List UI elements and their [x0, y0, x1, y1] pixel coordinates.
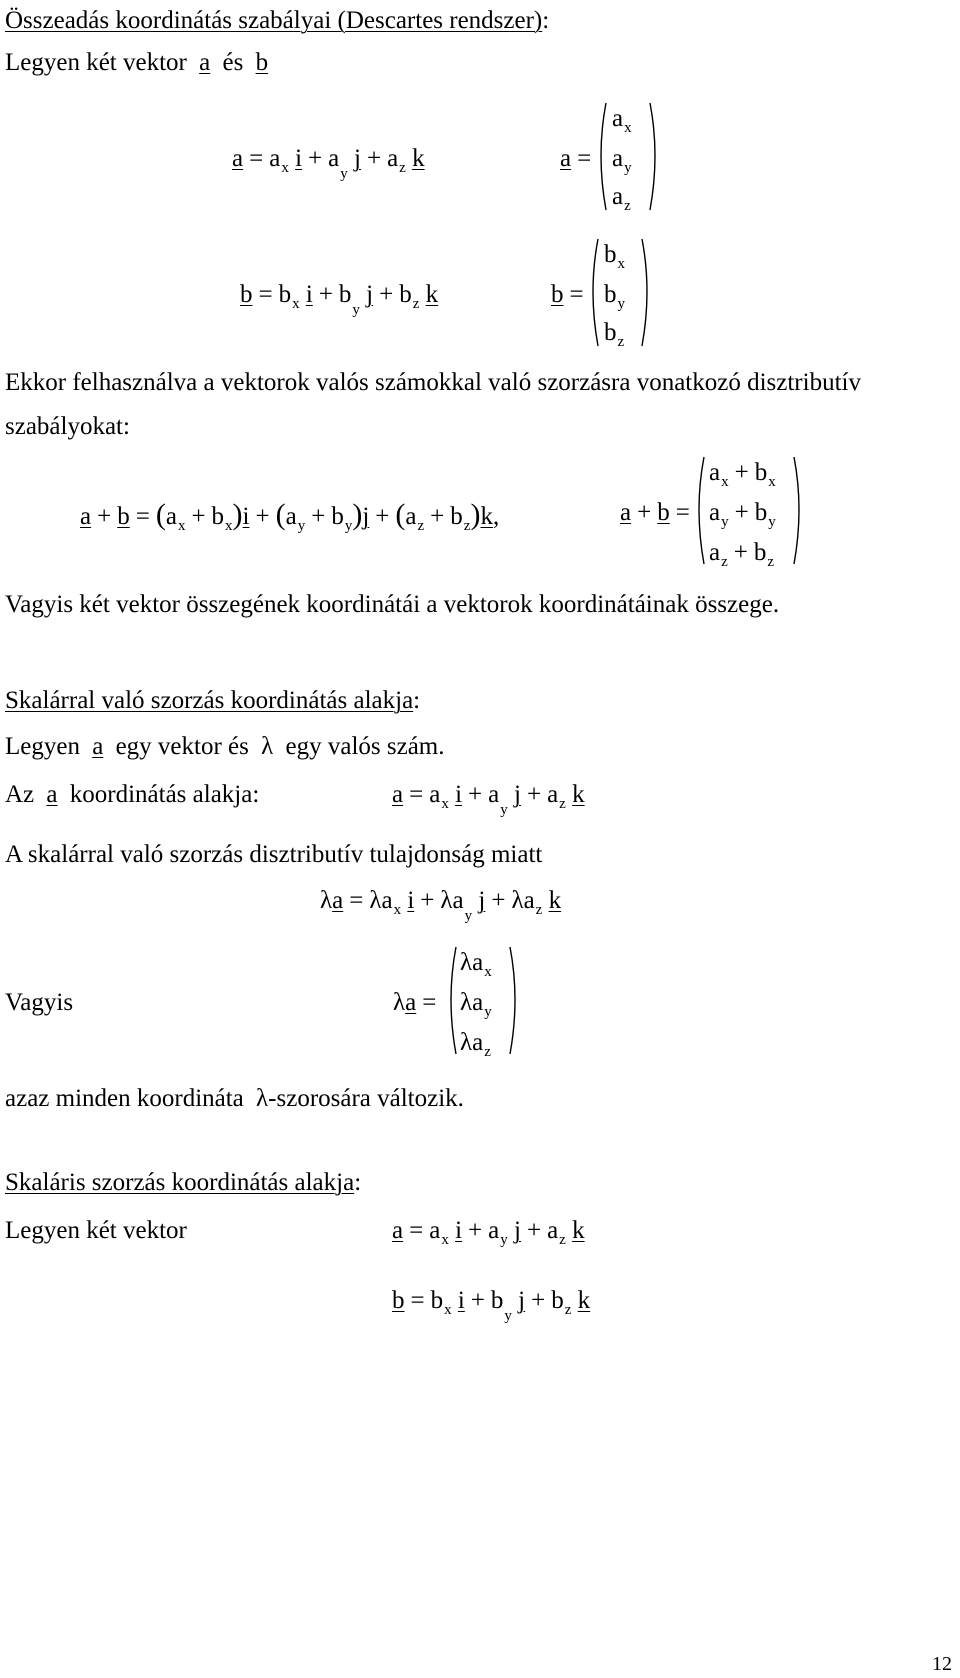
sym-eq: = [569, 281, 584, 308]
sym-b: b [551, 281, 564, 308]
sym-k: k [548, 887, 562, 914]
sym-b: b [754, 499, 768, 526]
sub-y: y [340, 166, 348, 182]
vagyis-label: Vagyis [5, 989, 74, 1016]
equation-sum-components [80, 498, 500, 534]
text-az: Az [5, 781, 35, 808]
sub-z: z [463, 518, 471, 534]
sub-x: x [281, 160, 289, 176]
sym-a: a [472, 989, 484, 1016]
sub-z: z [767, 554, 775, 570]
section-heading-addition [5, 8, 549, 33]
sym-i: i [242, 503, 250, 530]
heading-colon: : [413, 687, 421, 714]
lambda-symbol: λ [320, 887, 333, 914]
sym-plus: + [526, 1217, 542, 1244]
sub-y: y [352, 302, 360, 318]
section-heading-scalar [5, 688, 420, 713]
text-azaz: azaz minden koordináta [5, 1085, 244, 1112]
lparen: ( [395, 498, 406, 531]
sub-z: z [559, 1232, 566, 1248]
sym-a: a [165, 503, 177, 530]
vec-sum-y [709, 499, 776, 530]
sym-b: b [430, 1287, 444, 1314]
lambda-symbol: λ [460, 989, 473, 1016]
sym-a: a [709, 459, 721, 486]
sub-z: z [721, 554, 728, 570]
sym-plus: + [430, 503, 445, 530]
sym-a: a [472, 949, 484, 976]
sym-b: b [117, 503, 130, 530]
paragraph-distributive-1: Ekkor felhasználva a vektorok valós számokkal való szorzásra vonatkozó disztributív [5, 369, 861, 396]
sym-b: b [490, 1287, 504, 1314]
sym-b: b [551, 1287, 564, 1314]
sym-plus: + [311, 503, 326, 530]
lparen: ( [155, 498, 166, 531]
sym-a: a [429, 781, 441, 808]
sym-b: b [657, 499, 670, 526]
sym-a: a [612, 145, 624, 172]
sym-a: a [620, 499, 632, 526]
vec-a-x [612, 105, 632, 136]
sym-plus: + [734, 459, 749, 486]
lambda-symbol: λ [440, 887, 453, 914]
and-word: és [222, 49, 244, 76]
sub-x: x [768, 474, 776, 490]
sym-eq: = [249, 145, 264, 172]
sym-a: a [709, 539, 721, 566]
sym-b: b [604, 281, 617, 308]
vector-a-symbol: a [46, 781, 58, 808]
lambda-symbol: λ [460, 949, 473, 976]
sym-i: i [455, 1217, 463, 1244]
sym-eq: = [409, 781, 424, 808]
lambda-symbol: λ [511, 887, 524, 914]
sym-b: b [604, 241, 617, 268]
paragraph-sum-conclusion: Vagyis két vektor összegének koordinátái a vektorok koordinátáinak összege. [5, 591, 780, 618]
sym-b: b [240, 281, 253, 308]
sym-a: a [232, 145, 244, 172]
equation-a-components-3 [392, 1217, 585, 1248]
sub-x: x [441, 796, 449, 812]
sub-y: y [484, 1004, 492, 1020]
sym-j: j [514, 781, 521, 808]
sym-plus: + [734, 499, 749, 526]
sym-eq: = [349, 887, 364, 914]
sym-j: j [366, 281, 374, 308]
sym-eq: = [410, 1287, 425, 1314]
sub-z: z [535, 902, 543, 918]
sym-b: b [399, 281, 412, 308]
sub-y: y [464, 908, 473, 924]
sub-x: x [441, 1232, 449, 1248]
sym-a: a [523, 887, 535, 914]
sym-eq: = [422, 989, 437, 1016]
rparen: ) [352, 498, 363, 531]
paragraph-distributive-2: szabályokat: [5, 413, 130, 440]
sub-x: x [721, 474, 729, 490]
sym-a: a [328, 145, 340, 172]
equation-a-components [232, 145, 425, 182]
vec-b-x [604, 241, 625, 272]
heading-text: Skaláris szorzás koordinátás alakja [5, 1169, 355, 1196]
sym-k: k [412, 145, 425, 172]
sym-a: a [709, 499, 721, 526]
equation-b-components [240, 281, 439, 318]
vec-sum-x [709, 459, 776, 490]
page-number: 12 [932, 1653, 952, 1675]
sym-a: a [452, 887, 464, 914]
text-valos-szam: egy valós szám. [285, 733, 445, 760]
sub-y: y [617, 296, 625, 312]
sub-x: x [393, 902, 402, 918]
sym-plus: + [318, 281, 333, 308]
equation-a-components-2 [392, 781, 585, 818]
sym-plus: + [526, 781, 542, 808]
sym-j: j [354, 145, 361, 172]
sym-plus: + [255, 503, 270, 530]
heading-colon: : [354, 1169, 362, 1196]
sym-b: b [278, 281, 292, 308]
vec-a-z [612, 183, 631, 214]
sub-x: x [225, 518, 233, 534]
sub-y: y [344, 518, 353, 534]
sym-a: a [285, 503, 297, 530]
sym-k: k [480, 503, 493, 530]
vec-lambda-x [460, 949, 492, 980]
sym-plus: + [470, 1287, 485, 1314]
sym-a: a [472, 1029, 484, 1056]
sym-eq: = [135, 503, 150, 530]
sym-plus: + [97, 503, 112, 530]
lambda-symbol: λ [393, 989, 406, 1016]
sym-plus: + [468, 781, 483, 808]
sym-b: b [604, 319, 617, 346]
sym-k: k [572, 781, 585, 808]
equation-lambda-a-components [320, 887, 562, 924]
sym-a: a [269, 145, 281, 172]
sub-y: y [500, 1232, 508, 1248]
sym-b: b [331, 503, 344, 530]
sub-z: z [412, 296, 420, 312]
lambda-symbol: λ [261, 733, 274, 760]
paragraph-scalar-distributive: A skalárral való szorzás disztributív tulajdonság miatt [5, 841, 543, 868]
intro-text: Legyen két vektor [5, 49, 187, 76]
sub-z: z [624, 198, 631, 214]
sub-z: z [559, 796, 566, 812]
equation-a-column-lhs [560, 146, 597, 171]
sym-k: k [577, 1287, 591, 1314]
sym-plus: + [468, 1217, 483, 1244]
sym-plus: + [308, 145, 323, 172]
scalar-intro-line [5, 734, 444, 759]
sym-i: i [305, 281, 313, 308]
sym-a: a [80, 503, 92, 530]
vec-lambda-y [460, 989, 492, 1020]
sub-x: x [292, 296, 300, 312]
sym-eq: = [675, 499, 690, 526]
dot-intro-text: Legyen két vektor [5, 1217, 187, 1244]
heading-text: Skalárral való szorzás koordinátás alakja [5, 687, 414, 714]
vec-b-y [604, 281, 625, 312]
sym-j: j [514, 1217, 521, 1244]
sym-a: a [381, 887, 393, 914]
sym-j: j [362, 503, 370, 530]
sub-x: x [484, 964, 492, 980]
vec-b-z [604, 319, 625, 350]
rparen: ) [232, 498, 243, 531]
sym-i: i [407, 887, 415, 914]
sym-k: k [572, 1217, 585, 1244]
sym-a: a [547, 781, 559, 808]
vector-b-symbol: b [255, 49, 269, 76]
sym-b: b [753, 539, 767, 566]
sym-a: a [488, 1217, 500, 1244]
sym-plus: + [191, 503, 206, 530]
sub-z: z [417, 518, 425, 534]
sub-y: y [297, 518, 306, 534]
equation-b-components-3 [392, 1287, 591, 1324]
lambda-symbol: λ [256, 1085, 269, 1112]
vec-sum-z [709, 539, 775, 570]
sym-i: i [457, 1287, 465, 1314]
sub-y: y [721, 514, 729, 530]
sym-eq: = [409, 1217, 424, 1244]
sym-plus: + [491, 887, 506, 914]
vec-lambda-z [460, 1029, 491, 1060]
paragraph-lambda-conclusion [5, 1086, 464, 1111]
sym-a: a [560, 145, 572, 172]
sub-x: x [617, 256, 625, 272]
sub-x: x [624, 120, 632, 136]
sym-j: j [478, 887, 486, 914]
sym-b: b [211, 503, 225, 530]
heading-colon: : [542, 7, 550, 34]
lparen: ( [275, 498, 286, 531]
vector-a-symbol: a [92, 733, 104, 760]
vec-a-y [612, 145, 632, 176]
equation-sum-column-lhs [620, 500, 696, 525]
sym-i: i [295, 145, 303, 172]
sym-plus: + [420, 887, 435, 914]
sym-a: a [429, 1217, 441, 1244]
sym-b: b [338, 281, 352, 308]
sym-a: a [488, 781, 500, 808]
sym-i: i [455, 781, 463, 808]
sym-eq: = [577, 145, 592, 172]
sym-a: a [612, 105, 624, 132]
sub-y: y [500, 802, 508, 818]
text-koordinatas-alakja: koordinátás alakja: [69, 781, 260, 808]
sym-a: a [547, 1217, 559, 1244]
sub-x: x [444, 1302, 452, 1318]
sym-a: a [387, 145, 399, 172]
sym-a: a [612, 183, 624, 210]
section-heading-dot-product [5, 1170, 361, 1195]
sym-b: b [450, 503, 463, 530]
sub-y: y [768, 514, 776, 530]
sym-plus: + [637, 499, 652, 526]
sym-plus: + [366, 145, 382, 172]
sym-plus: + [375, 503, 390, 530]
equation-lambda-a-column-lhs [393, 990, 442, 1015]
sub-y: y [624, 160, 632, 176]
rparen: ) [470, 498, 481, 531]
text-legyen: Legyen [5, 733, 80, 760]
intro-two-vectors [5, 50, 268, 75]
sub-z: z [564, 1302, 572, 1318]
heading-text: Összeadás koordinátás szabályai (Descartes rendszer) [5, 7, 543, 34]
sub-y: y [504, 1308, 512, 1324]
sub-x: x [177, 518, 186, 534]
sym-a: a [392, 1217, 404, 1244]
sym-j: j [518, 1287, 526, 1314]
sym-k: k [425, 281, 439, 308]
sym-a: a [392, 781, 404, 808]
lambda-symbol: λ [369, 887, 382, 914]
sym-b: b [392, 1287, 405, 1314]
sym-eq: = [258, 281, 273, 308]
sym-plus: + [733, 539, 748, 566]
sub-z: z [484, 1044, 491, 1060]
sym-b: b [754, 459, 768, 486]
lambda-symbol: λ [460, 1029, 473, 1056]
sym-plus: + [531, 1287, 546, 1314]
equation-b-column-lhs [551, 282, 590, 307]
sub-z: z [617, 334, 625, 350]
sub-z: z [399, 160, 406, 176]
sym-a: a [405, 503, 417, 530]
sym-a: a [332, 887, 344, 914]
comma: , [492, 503, 500, 530]
text-vektor-es: egy vektor és [115, 733, 249, 760]
sym-plus: + [379, 281, 394, 308]
scalar-coord-line-label [5, 782, 259, 807]
vector-a-symbol: a [199, 49, 211, 76]
sym-a: a [405, 989, 417, 1016]
text-szorosara: -szorosára változik. [268, 1085, 464, 1112]
